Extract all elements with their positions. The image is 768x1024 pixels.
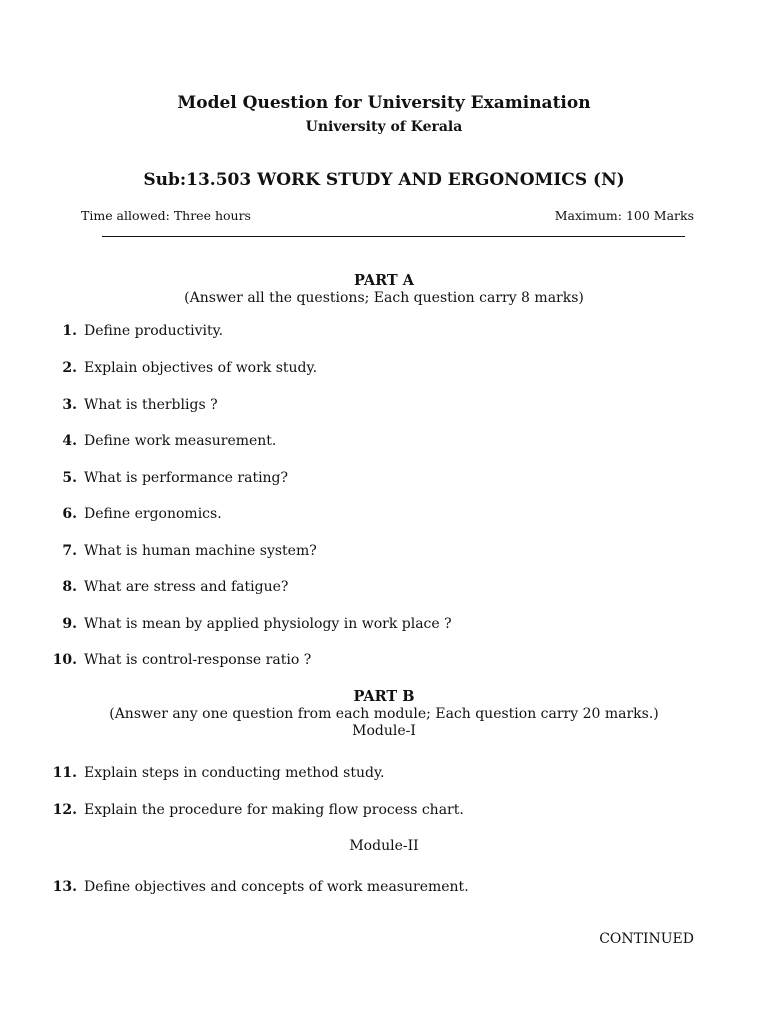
- question-item: [0, 397, 218, 413]
- question-number: 5.: [62, 470, 77, 486]
- question-number: 3.: [62, 397, 77, 413]
- question-text: Define productivity.: [84, 323, 224, 339]
- question-number: 4.: [62, 433, 77, 449]
- question-text: Define objectives and concepts of work measurement.: [84, 879, 469, 895]
- question-number: 13.: [52, 879, 77, 895]
- question-number: 6.: [62, 506, 77, 522]
- question-item: [0, 323, 223, 339]
- part-a-heading: PART A: [354, 272, 414, 289]
- question-number: 10.: [52, 652, 77, 668]
- question-text: Define ergonomics.: [84, 506, 222, 522]
- question-number: 9.: [62, 616, 77, 632]
- question-text: Explain steps in conducting method study.: [84, 765, 385, 781]
- continued-label: CONTINUED: [599, 931, 694, 947]
- maximum-marks: Maximum: 100 Marks: [554, 208, 694, 223]
- question-item: [0, 879, 469, 895]
- question-item: [0, 506, 222, 522]
- question-item: [0, 765, 384, 781]
- question-item: [0, 616, 452, 632]
- header-divider: [102, 236, 685, 237]
- question-number: 8.: [62, 579, 77, 595]
- question-text: What is control-response ratio ?: [84, 652, 312, 668]
- question-item: [0, 470, 288, 486]
- time-allowed: Time allowed: Three hours: [81, 208, 251, 223]
- module-heading: Module-I: [352, 723, 416, 739]
- question-item: [0, 652, 311, 668]
- part-b-instruction: (Answer any one question from each module; Each question carry 20 marks.): [109, 706, 659, 722]
- document-title: Model Question for University Examination: [177, 93, 591, 113]
- question-item: [0, 802, 464, 818]
- question-text: Define work measurement.: [84, 433, 277, 449]
- question-number: 1.: [62, 323, 77, 339]
- question-number: 11.: [52, 765, 77, 781]
- question-item: [0, 360, 317, 376]
- question-number: 2.: [62, 360, 77, 376]
- module-heading: Module-II: [349, 838, 419, 854]
- part-b-heading: PART B: [353, 688, 415, 705]
- question-text: What is mean by applied physiology in work place ?: [84, 616, 452, 632]
- part-a-instruction: (Answer all the questions; Each question carry 8 marks): [184, 290, 584, 306]
- question-text: What is performance rating?: [84, 470, 289, 486]
- question-number: 12.: [52, 802, 77, 818]
- question-text: Explain objectives of work study.: [84, 360, 318, 376]
- question-item: [0, 543, 317, 559]
- question-text: What is human machine system?: [84, 543, 317, 559]
- university-name: University of Kerala: [305, 119, 463, 135]
- question-number: 7.: [62, 543, 77, 559]
- question-item: [0, 433, 276, 449]
- question-item: [0, 579, 288, 595]
- question-text: Explain the procedure for making flow process chart.: [84, 802, 464, 818]
- question-text: What are stress and fatigue?: [84, 579, 289, 595]
- question-text: What is therbligs ?: [84, 397, 218, 413]
- subject-title: Sub:13.503 WORK STUDY AND ERGONOMICS (N): [143, 170, 625, 190]
